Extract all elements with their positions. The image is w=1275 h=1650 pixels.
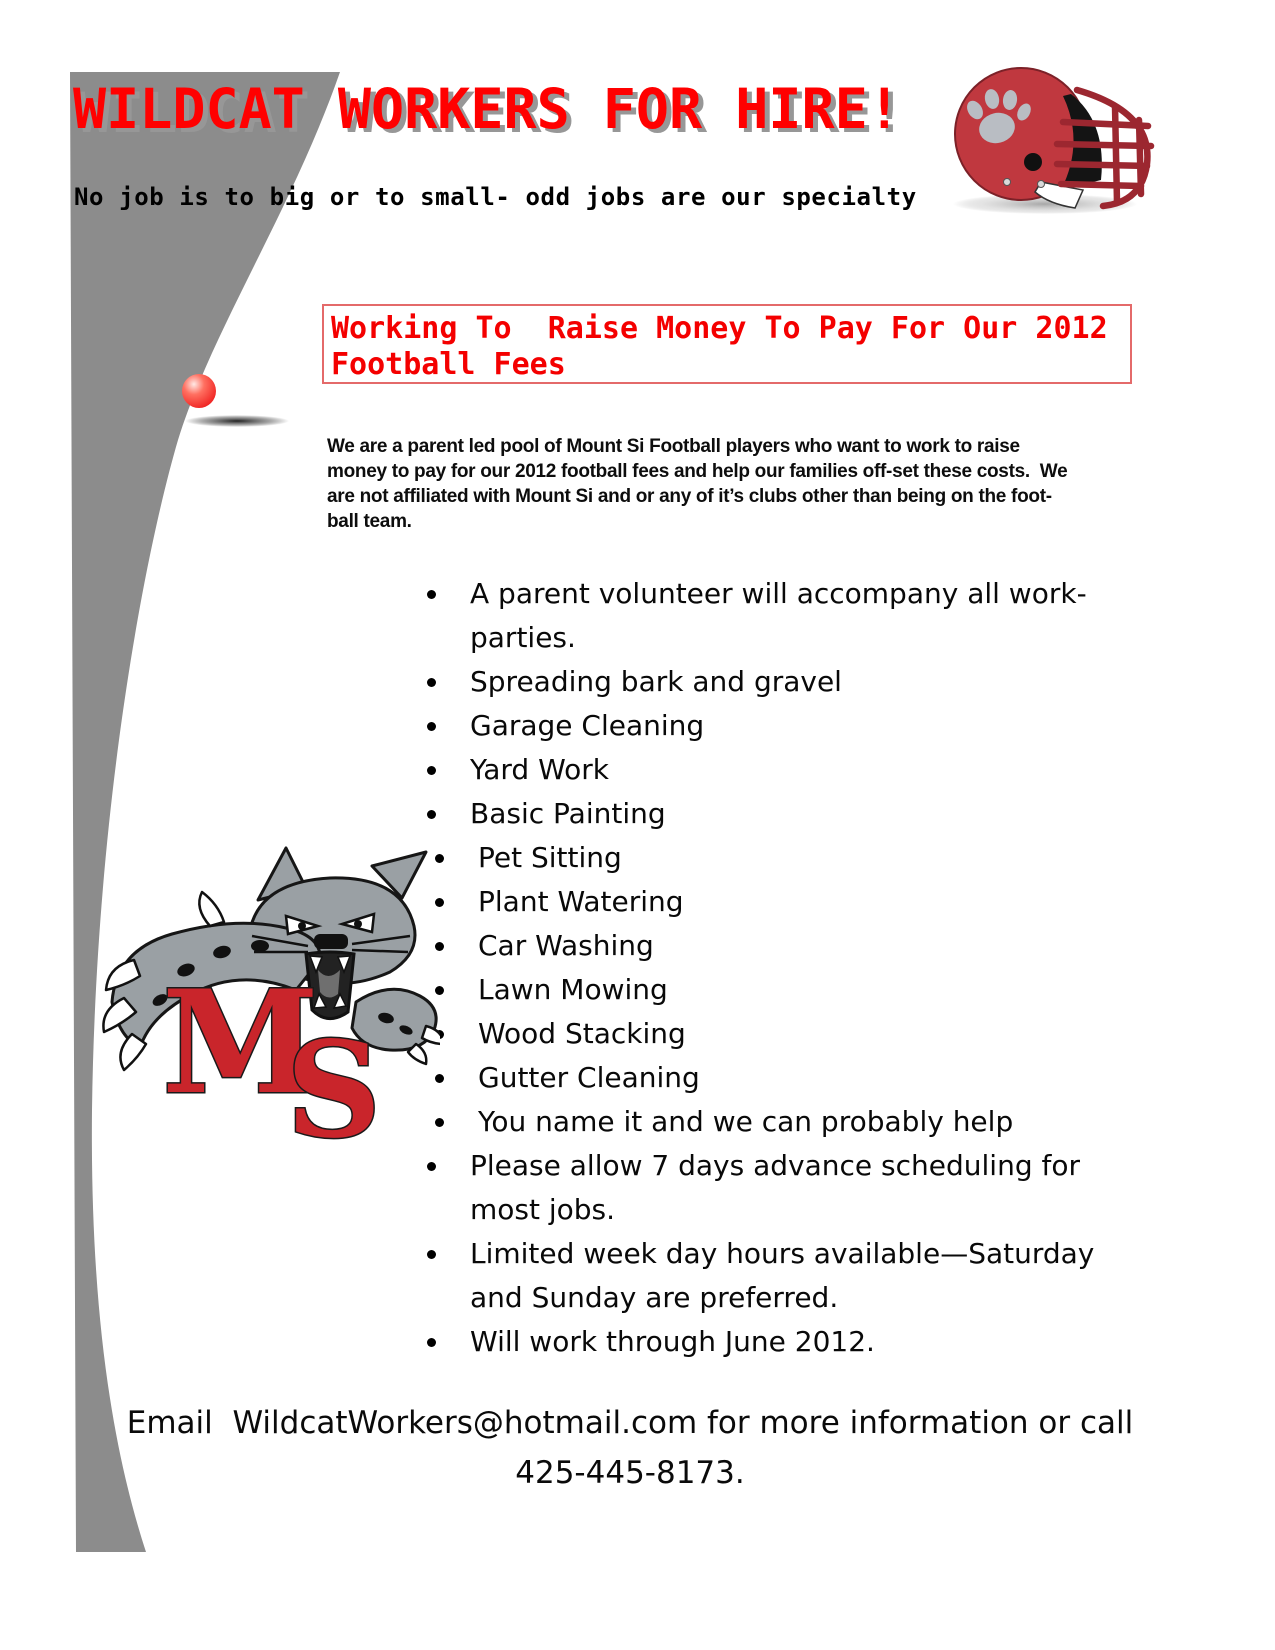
banner-line-1: Working To Raise Money To Pay For Our 2012 [331,311,1108,346]
intro-line: money to pay for our 2012 football fees and help our families off-set these costs. We [327,461,1068,482]
red-ball-ornament [182,374,216,408]
service-item: Lawn Mowing [423,968,1105,1012]
service-item: Yard Work [415,748,1105,792]
logo-letter-s: S [286,1013,382,1145]
service-item: Garage Cleaning [415,704,1105,748]
service-item: Car Washing [423,924,1105,968]
ms-wildcat-logo [90,830,440,1145]
service-item: You name it and we can probably help [423,1100,1105,1144]
intro-paragraph [327,434,1067,534]
services-list [415,572,1105,1364]
service-item: A parent volunteer will accompany all work-parties. [415,572,1105,660]
helmet-rivet [1038,181,1045,188]
service-item: Limited week day hours available—Saturday and Sunday are preferred. [415,1232,1105,1320]
service-item: Wood Stacking [423,1012,1105,1056]
service-item: Pet Sitting [423,836,1105,880]
service-item: Please allow 7 days advance scheduling for most jobs. [415,1144,1105,1232]
flyer-title: WILDCAT WORKERS FOR HIRE! [73,77,901,141]
logo-letter-m: M [162,960,320,1126]
flyer-subtitle: No job is to big or to small- odd jobs are our specialty [74,183,917,211]
helmet-rivet [1004,179,1011,186]
contact-info [0,1398,1260,1498]
service-item: Spreading bark and gravel [415,660,1105,704]
service-item: Will work through June 2012. [415,1320,1105,1364]
fundraiser-banner-box [322,304,1132,384]
contact-phone: 425-445-8173. [515,1455,745,1491]
service-item: Plant Watering [423,880,1105,924]
intro-line: are not affiliated with Mount Si and or any of it’s clubs other than being on the foot- [327,486,1052,507]
swoosh-shape [70,72,340,1552]
intro-line: ball team. [327,511,412,532]
service-item: Gutter Cleaning [423,1056,1105,1100]
helmet-ear-hole [1024,153,1042,171]
service-item: Basic Painting [415,792,1105,836]
football-helmet-image [945,60,1185,220]
ball-shadow [185,415,289,427]
contact-email-line: Email WildcatWorkers@hotmail.com for more information or call [126,1405,1134,1441]
intro-line: We are a parent led pool of Mount Si Football players who want to work to raise [327,436,1020,457]
banner-line-2: Football Fees [331,347,566,382]
